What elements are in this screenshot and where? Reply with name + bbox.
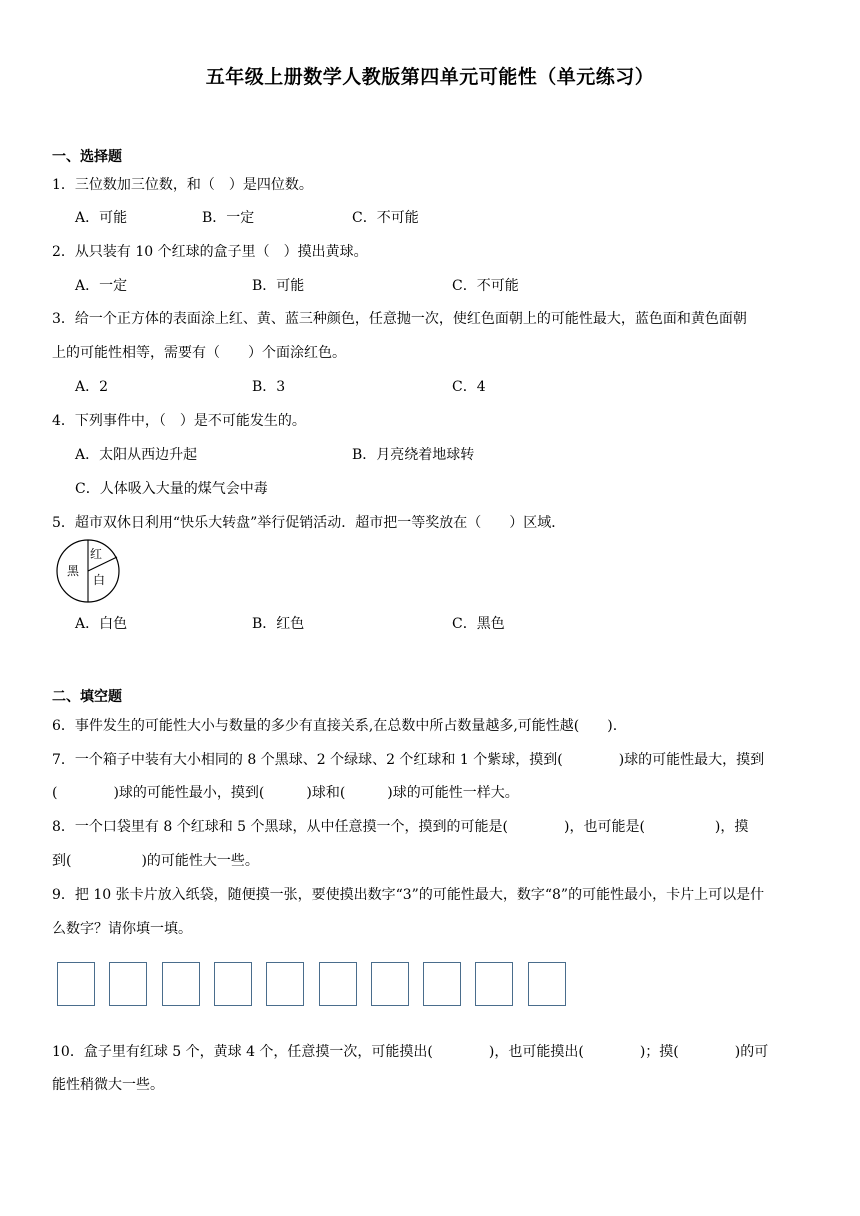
card-boxes	[57, 962, 577, 1010]
q1-option-c: C．不可能	[352, 210, 419, 226]
q4-option-b: B．月亮绕着地球转	[352, 447, 475, 463]
prize-wheel-diagram	[55, 538, 121, 604]
card-box[interactable]	[266, 962, 304, 1006]
card-box[interactable]	[475, 962, 513, 1006]
question-4: 4．下列事件中，（ ）是不可能发生的。	[52, 413, 306, 429]
card-box[interactable]	[528, 962, 566, 1006]
question-9-line-2: 么数字？请你填一填。	[52, 921, 192, 937]
question-10-line-2: 能性稍微大一些。	[52, 1077, 164, 1093]
card-box[interactable]	[162, 962, 200, 1006]
q2-option-c: C．不可能	[452, 278, 519, 294]
section-heading-fill: 二、填空题	[52, 689, 122, 705]
q5-option-b: B．红色	[252, 616, 305, 632]
q5-option-a: A．白色	[75, 616, 128, 632]
question-3-line-1: 3．给一个正方体的表面涂上红、黄、蓝三种颜色，任意抛一次，使红色面朝上的可能性最大，蓝色面和黄色面朝	[52, 311, 747, 327]
wheel-label-black: 黑	[67, 564, 80, 578]
question-1: 1．三位数加三位数，和（ ）是四位数。	[52, 177, 313, 193]
question-5: 5．超市双休日利用“快乐大转盘”举行促销活动．超市把一等奖放在（ ）区域．	[52, 515, 566, 531]
card-box[interactable]	[109, 962, 147, 1006]
question-10-line-1: 10．盒子里有红球 5 个，黄球 4 个，任意摸一次，可能摸出( )，也可能摸出( )；摸( )的可	[52, 1044, 769, 1060]
wheel-label-red: 红	[90, 547, 103, 561]
question-7-line-2: ( )球的可能性最小，摸到( )球和( )球的可能性一样大。	[52, 785, 519, 801]
q1-option-b: B．一定	[202, 210, 255, 226]
card-box[interactable]	[319, 962, 357, 1006]
q4-option-a: A．太阳从西边升起	[75, 447, 198, 463]
question-8-line-2: 到( )的可能性大一些。	[52, 853, 259, 869]
q2-option-b: B．可能	[252, 278, 305, 294]
question-2: 2．从只装有 10 个红球的盒子里（ ）摸出黄球。	[52, 244, 368, 260]
q2-option-a: A．一定	[75, 278, 128, 294]
q3-option-c: C．4	[452, 379, 486, 395]
q1-option-a: A．可能	[75, 210, 128, 226]
wheel-label-white: 白	[93, 573, 106, 587]
q4-option-c: C．人体吸入大量的煤气会中毒	[75, 481, 268, 497]
q3-option-b: B．3	[252, 379, 286, 395]
question-3-line-2: 上的可能性相等，需要有（ ）个面涂红色。	[52, 345, 346, 361]
question-7-line-1: 7．一个箱子中装有大小相同的 8 个黑球、2 个绿球、2 个红球和 1 个紫球，摸到( )球的可能性最大，摸到	[52, 752, 765, 768]
card-box[interactable]	[214, 962, 252, 1006]
card-box[interactable]	[57, 962, 95, 1006]
page-title: 五年级上册数学人教版第四单元可能性（单元练习）	[205, 66, 655, 88]
section-heading-choice: 一、选择题	[52, 149, 122, 165]
card-box[interactable]	[371, 962, 409, 1006]
q3-option-a: A．2	[75, 379, 109, 395]
question-8-line-1: 8．一个口袋里有 8 个红球和 5 个黑球，从中任意摸一个，摸到的可能是( )，也可能是( )，摸	[52, 819, 749, 835]
question-9-line-1: 9．把 10 张卡片放入纸袋，随便摸一张，要使摸出数字“3”的可能性最大，数字“8”的可能性最小，卡片上可以是什	[52, 887, 765, 903]
card-box[interactable]	[423, 962, 461, 1006]
question-6: 6．事件发生的可能性大小与数量的多少有直接关系,在总数中所占数量越多,可能性越( ).	[52, 718, 618, 734]
q5-option-c: C．黑色	[452, 616, 505, 632]
